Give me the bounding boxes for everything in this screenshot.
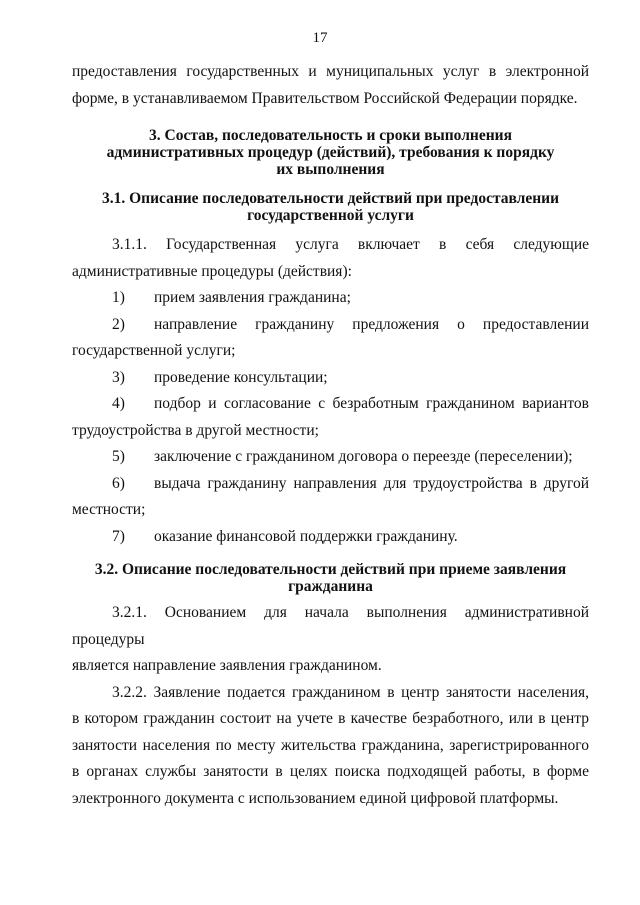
list-item-continuation: государственной услуги; [72,342,236,359]
list-item-number: 4) [112,395,125,412]
list-item [72,524,589,551]
list-item-number: 5) [112,448,125,465]
section-3-1-body [72,232,589,550]
intro-line-1: предоставления государственных и муниципальных услуг в электронной [72,63,589,80]
section-3-2-title-line-2: гражданина [288,578,373,595]
list-item-text: направление гражданину предложения о предоставлении [154,315,589,333]
section-3-heading [72,127,589,178]
list-item [72,444,589,471]
section-3-2-title-line-1: 3.2. Описание последовательности действий при приеме заявления [94,561,567,578]
section-3-1-title-line-1: 3.1. Описание последовательности действий при предоставлении [101,190,560,207]
list-item [72,312,589,339]
section-3-title-line-3: их выполнения [276,161,385,178]
list-item-continuation: местности; [72,501,146,518]
para-3-2-2-line-1: 3.2.2. Заявление подается гражданином в центр занятости населения, [112,683,589,701]
intro-line-2: форме, в устанавливаемом Правительством Российской Федерации порядке. [72,89,578,107]
para-3-1-1-line-2: административные процедуры (действия): [72,262,352,280]
para-3-1-1-line-1: 3.1.1. Государственная услуга включает в себя следующие [112,236,589,253]
list-item [72,391,589,418]
list-item-text: заключение с гражданином договора о переезде (переселении); [154,448,573,465]
section-3-2-body [72,600,589,812]
list-item-number: 1) [112,289,125,306]
section-3-title-line-2: административных процедур (действий), требования к порядку [106,144,555,161]
list-item-text: оказание финансовой поддержки гражданину. [154,527,458,545]
list-item [72,285,589,312]
list-item [72,471,589,498]
section-3-1-title-line-2: государственной услуги [247,207,414,224]
section-3-2-heading [72,561,589,595]
para-3-2-2-line-2: в котором гражданин состоит на учете в качестве безработного, или в центр [72,710,589,727]
list-item-text: выдача гражданину направления для трудоустройства в другой [154,474,589,492]
para-3-2-2-line-5: электронного документа с использованием единой цифровой платформы. [72,789,559,807]
list-item-number: 7) [112,527,125,545]
page-number: 17 [312,30,328,46]
list-item-text: подбор и согласование с безработным гражданином вариантов [154,395,589,412]
intro-paragraph [72,59,589,112]
section-3-1-heading [72,190,589,224]
list-item-text: прием заявления гражданина; [154,289,351,306]
para-3-2-1-line-2: является направление заявления гражданином. [72,657,382,674]
para-3-2-1-line-1: 3.2.1. Основанием для начала выполнения административной процедуры [72,604,589,648]
section-3-title-line-1: 3. Состав, последовательность и сроки выполнения [149,127,512,144]
list-item-number: 6) [112,474,125,492]
list-item-continuation: трудоустройства в другой местности; [72,421,319,439]
list-item-number: 2) [112,315,125,333]
list-item [72,365,589,392]
list-item-number: 3) [112,368,125,386]
para-3-2-2-line-3: занятости населения по месту жительства гражданина, зарегистрированного [72,736,589,754]
para-3-2-2-line-4: в органах службы занятости в целях поиска подходящей работы, в форме [72,763,589,780]
list-item-text: проведение консультации; [154,368,328,386]
